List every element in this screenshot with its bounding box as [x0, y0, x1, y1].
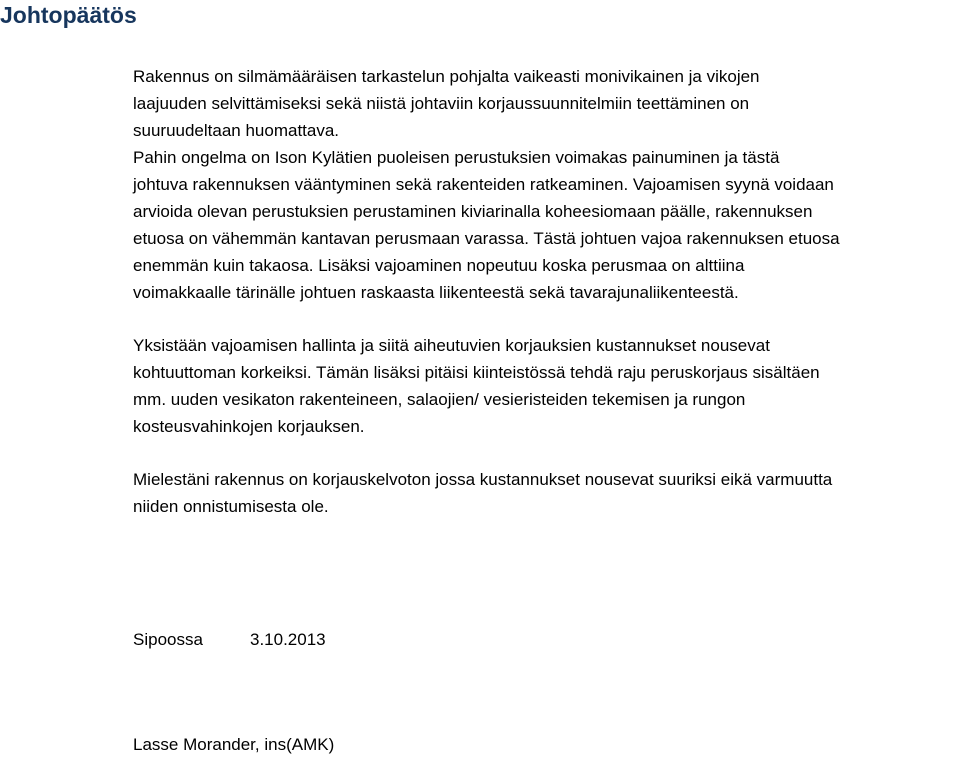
- signature-place-date: [133, 626, 326, 653]
- paragraph-findings: [133, 63, 957, 306]
- text-line: arvioida olevan perustuksien perustaminen kiviarinalla koheesiomaan päälle, rakennuksen: [133, 202, 813, 221]
- text-line: niiden onnistumisesta ole.: [133, 497, 329, 516]
- text-line: Mielestäni rakennus on korjauskelvoton jossa kustannukset nousevat suuriksi eikä varmuutta: [133, 470, 833, 489]
- text-line: suuruudeltaan huomattava.: [133, 121, 340, 140]
- text-line: enemmän kuin takaosa. Lisäksi vajoaminen nopeutuu koska perusmaa on alttiina: [133, 256, 745, 275]
- paragraph-conclusion: [133, 466, 957, 520]
- text-line: kohtuuttoman korkeiksi. Tämän lisäksi pitäisi kiinteistössä tehdä raju peruskorjaus sisältäen: [133, 363, 820, 382]
- signature-place: Sipoossa: [133, 630, 203, 649]
- text-line: Pahin ongelma on Ison Kylätien puoleisen perustuksien voimakas painuminen ja tästä: [133, 148, 780, 167]
- signature-name: Lasse Morander, ins(AMK): [133, 735, 335, 754]
- text-line: etuosa on vähemmän kantavan perusmaan varassa. Tästä johtuen vajoa rakennuksen etuosa: [133, 229, 840, 248]
- text-line: kosteusvahinkojen korjauksen.: [133, 417, 365, 436]
- text-line: laajuuden selvittämiseksi sekä niistä johtaviin korjaussuunnitelmiin teettäminen on: [133, 94, 750, 113]
- text-line: johtuva rakennuksen vääntyminen sekä rakenteiden ratkeaminen. Vajoamisen syynä voidaan: [133, 175, 834, 194]
- document-heading: Johtopäätös: [0, 2, 137, 28]
- document-body: [133, 63, 957, 520]
- text-line: Rakennus on silmämääräisen tarkastelun pohjalta vaikeasti monivikainen ja vikojen: [133, 67, 760, 86]
- text-line: voimakkaalle tärinälle johtuen raskaasta liikenteestä sekä tavarajunaliikenteestä.: [133, 283, 739, 302]
- paragraph-costs: [133, 332, 957, 440]
- text-line: mm. uuden vesikaton rakenteineen, salaojien/ vesieristeiden tekemisen ja rungon: [133, 390, 746, 409]
- signature-date: 3.10.2013: [250, 630, 326, 649]
- text-line: Yksistään vajoamisen hallinta ja siitä aiheutuvien korjauksien kustannukset nousevat: [133, 336, 770, 355]
